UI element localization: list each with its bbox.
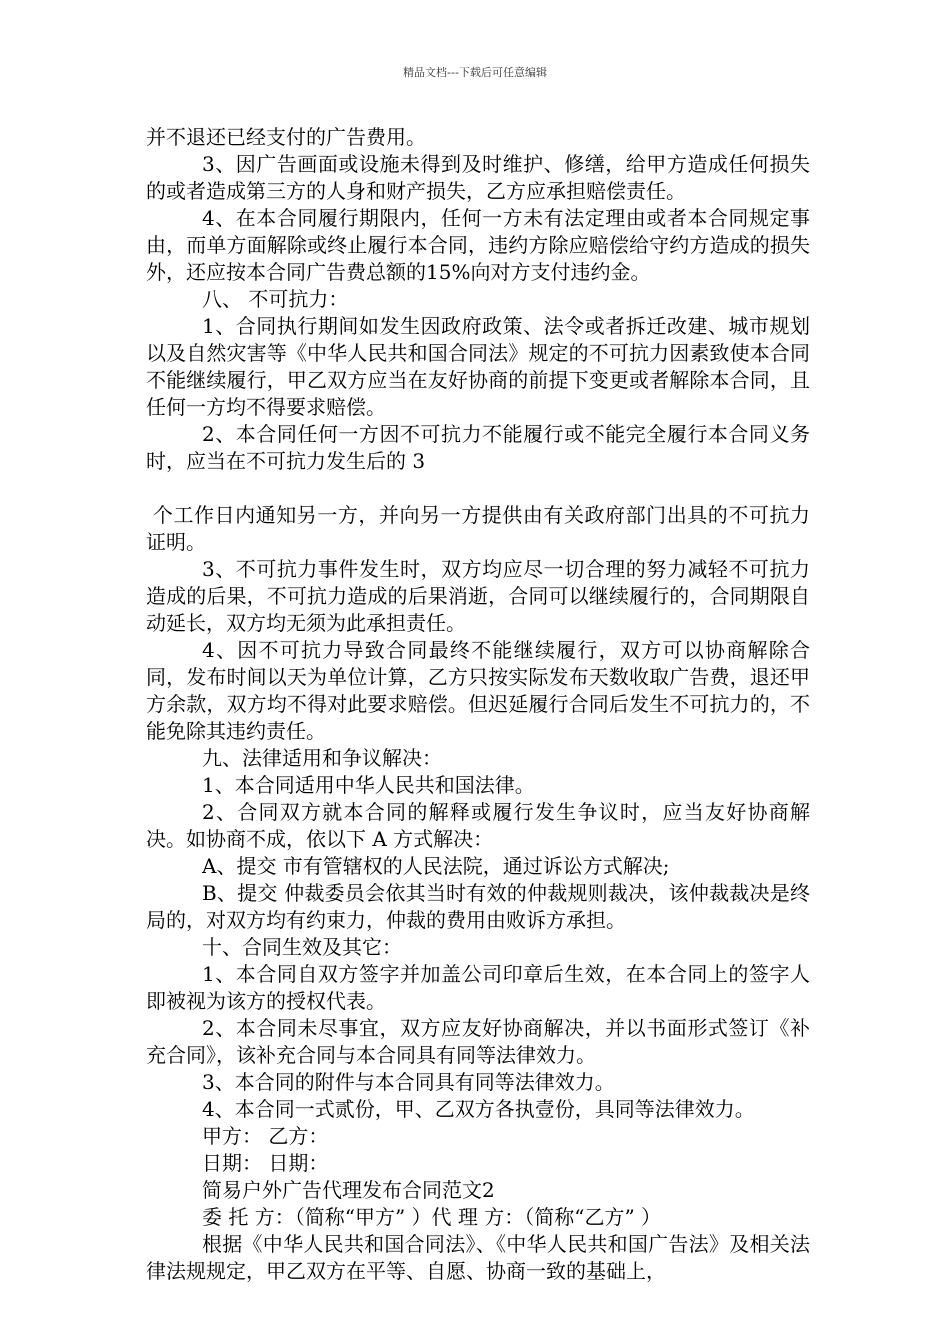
paragraph: 3、不可抗力事件发生时，双方均应尽一切合理的努力减轻不可抗力造成的后果，不可抗力造成的后果消逝，合同可以继续履行的，合同期限自动延长，双方均无须为此承担责任。 (146, 557, 810, 635)
section-heading: 八、 不可抗力： (202, 287, 349, 311)
signature-line: 甲方： 乙方： (202, 1124, 329, 1148)
section-heading: 九、法律适用和争议解决： (202, 746, 442, 770)
paragraph: 4、本合同一式贰份，甲、乙双方各执壹份，具同等法律效力。 (202, 1097, 755, 1121)
paragraph: 1、本合同自双方签字并加盖公司印章后生效，在本合同上的签字人即被视为该方的授权代表。 (146, 962, 810, 1013)
paragraph: 3、本合同的附件与本合同具有同等法律效力。 (202, 1070, 615, 1094)
paragraph: 1、本合同适用中华人民共和国法律。 (202, 773, 535, 797)
page-header: 精品文档---下载后可任意编辑 (403, 66, 547, 79)
document-body (146, 124, 810, 1285)
paragraph: 2、合同双方就本合同的解释或履行发生争议时，应当友好协商解决。如协商不成，依以下 A 方式解决： (146, 800, 810, 851)
blank-line (146, 475, 810, 502)
document-subtitle: 简易户外广告代理发布合同范文2 (202, 1178, 495, 1202)
paragraph: A、提交 市有管辖权的人民法院，通过诉讼方式解决; (202, 854, 670, 878)
paragraph: 并不退还已经支付的广告费用。 (146, 125, 426, 149)
paragraph: 3、因广告画面或设施未得到及时维护、修缮，给甲方造成任何损失的或者造成第三方的人身和财产损失，乙方应承担赔偿责任。 (146, 152, 810, 203)
parties-line: 委 托 方：（简称“甲方” ）代 理 方：（简称“乙方” ） (202, 1205, 662, 1229)
paragraph: 2、本合同未尽事宜，双方应友好协商解决，并以书面形式签订《补充合同》，该补充合同与本合同具有同等法律效力。 (146, 1016, 810, 1067)
paragraph: 4、在本合同履行期限内，任何一方未有法定理由或者本合同规定事由，而单方面解除或终止履行本合同，违约方除应赔偿给守约方造成的损失外，还应按本合同广告费总额的15%向对方支付违约金。 (146, 206, 810, 284)
paragraph: 个工作日内通知另一方，并向另一方提供由有关政府部门出具的不可抗力证明。 (146, 503, 811, 554)
section-heading: 十、合同生效及其它： (202, 935, 402, 959)
paragraph: 2、本合同任何一方因不可抗力不能履行或不能完全履行本合同义务时，应当在不可抗力发生后的 3 (146, 422, 810, 473)
paragraph: 1、合同执行期间如发生因政府政策、法令或者拆迁改建、城市规划以及自然灾害等《中华人民共和国合同法》规定的不可抗力因素致使本合同不能继续履行，甲乙双方应当在友好协商的前提下变更或者解除本合同，且任何一方均不得要求赔偿。 (146, 314, 810, 419)
date-line: 日期： 日期： (202, 1151, 329, 1175)
paragraph: 4、因不可抗力导致合同最终不能继续履行，双方可以协商解除合同，发布时间以天为单位计算，乙方只按实际发布天数收取广告费，退还甲方余款，双方均不得对此要求赔偿。但迟延履行合同后发生不可抗力的，不能免除其违约责任。 (146, 638, 810, 743)
paragraph: B、提交 仲裁委员会依其当时有效的仲裁规则裁决，该仲裁裁决是终局的，对双方均有约束力，仲裁的费用由败诉方承担。 (146, 881, 810, 932)
paragraph: 根据《中华人民共和国合同法》、《中华人民共和国广告法》及相关法律法规规定，甲乙双方在平等、自愿、协商一致的基础上， (146, 1232, 810, 1283)
